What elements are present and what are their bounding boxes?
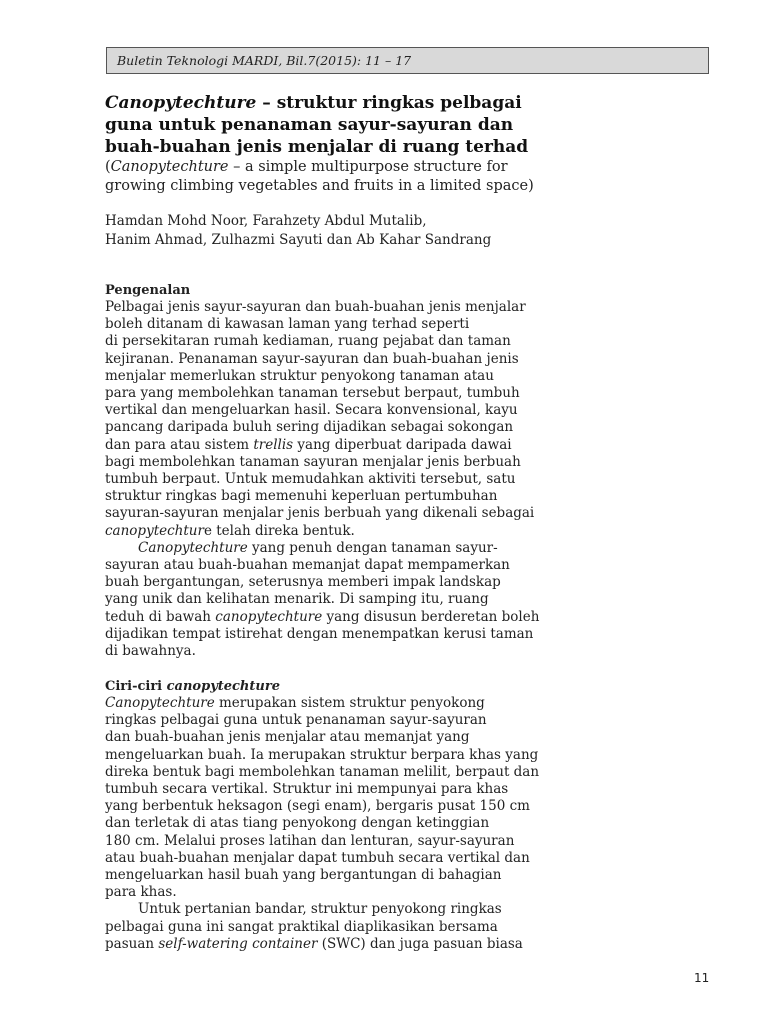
features-paragraph-2 <box>105 901 575 953</box>
subtitle-line-1-text: – a simple multipurpose structure for <box>228 159 508 175</box>
title-line-1 <box>105 92 575 114</box>
text-line <box>105 609 575 626</box>
text-span: merupakan sistem struktur penyokong <box>214 695 485 711</box>
author-list <box>105 212 605 250</box>
article-title <box>105 92 575 158</box>
features-paragraph-1 <box>105 695 575 901</box>
intro-paragraph-2 <box>105 540 575 660</box>
text-line: mengeluarkan hasil buah yang bergantungan di bahagian <box>105 867 502 884</box>
title-line-2: guna untuk penanaman sayur-sayuran dan <box>105 115 514 135</box>
text-line <box>105 437 575 454</box>
text-span: yang penuh dengan tanaman sayur- <box>247 539 498 556</box>
text-line: buah bergantungan, seterusnya memberi impak landskap <box>105 574 501 591</box>
text-span: pasuan <box>105 935 159 952</box>
text-line: para yang membolehkan tanaman tersebut berpaut, tumbuh <box>105 385 520 402</box>
subtitle-paren: ( <box>105 159 111 175</box>
text-span: e telah direka bentuk. <box>203 522 355 539</box>
text-line: bagi membolehkan tanaman sayuran menjalar jenis berbuah <box>105 453 521 470</box>
heading-italic: canopytechture <box>166 679 280 694</box>
italic-term: canopytechtur <box>105 522 204 539</box>
subtitle-line-2: growing climbing vegetables and fruits in a limited space) <box>105 178 534 194</box>
authors-line-1: Hamdan Mohd Noor, Farahzety Abdul Mutalib, <box>105 213 427 229</box>
page-number: 11 <box>694 971 710 985</box>
text-line: struktur ringkas bagi memenuhi keperluan pertumbuhan <box>105 488 498 505</box>
text-span: (SWC) dan juga pasuan biasa <box>317 935 523 952</box>
title-line-1-text: – struktur ringkas pelbagai <box>256 93 522 113</box>
text-line: para khas. <box>105 884 177 901</box>
section-introduction <box>105 282 575 660</box>
text-line: Untuk pertanian bandar, struktur penyokong ringkas <box>138 901 502 918</box>
text-line: dijadikan tempat istirehat dengan menempatkan kerusi taman <box>105 625 534 642</box>
text-line: tumbuh berpaut. Untuk memudahkan aktiviti tersebut, satu <box>105 471 516 488</box>
text-line: Pelbagai jenis sayur-sayuran dan buah-buahan jenis menjalar <box>105 299 526 315</box>
text-line: mengeluarkan buah. Ia merupakan struktur berpara khas yang <box>105 746 539 763</box>
text-line: sayuran-sayuran menjalar jenis berbuah yang dikenali sebagai <box>105 505 535 522</box>
authors-line-2: Hanim Ahmad, Zulhazmi Sayuti dan Ab Kahar Sandrang <box>105 232 492 248</box>
text-line: kejiranan. Penanaman sayur-sayuran dan buah-buahan jenis <box>105 350 519 367</box>
intro-paragraph-1 <box>105 299 575 540</box>
title-line-3: buah-buahan jenis menjalar di ruang terhad <box>105 137 529 157</box>
text-line: ringkas pelbagai guna untuk penanaman sayur-sayuran <box>105 712 487 729</box>
text-line: tumbuh secara vertikal. Struktur ini mempunyai para khas <box>105 781 509 798</box>
text-line: yang berbentuk heksagon (segi enam), bergaris pusat 150 cm <box>105 798 530 815</box>
italic-term: self-watering container <box>158 935 318 952</box>
text-line: di bawahnya. <box>105 643 196 660</box>
subtitle-italic: Canopytechture <box>110 159 229 175</box>
text-line: dan terletak di atas tiang penyokong dengan ketinggian <box>105 815 490 832</box>
heading-text: Ciri-ciri <box>105 679 167 694</box>
text-line: boleh ditanam di kawasan laman yang terhad seperti <box>105 316 470 333</box>
text-span: yang diperbuat daripada dawai <box>293 436 512 453</box>
journal-header <box>106 47 709 74</box>
italic-term: canopytechture <box>215 608 323 625</box>
section-features <box>105 678 575 953</box>
text-line: yang unik dan kelihatan menarik. Di samping itu, ruang <box>105 591 489 608</box>
text-line: 180 cm. Melalui proses latihan dan lenturan, sayur-sayuran <box>105 832 515 849</box>
text-line: direka bentuk bagi membolehkan tanaman melilit, berpaut dan <box>105 763 540 780</box>
text-line: di persekitaran rumah kediaman, ruang pejabat dan taman <box>105 333 511 350</box>
text-line: sayuran atau buah-buahan memanjat dapat mempamerkan <box>105 557 510 574</box>
text-line: pelbagai guna ini sangat praktikal diaplikasikan bersama <box>105 918 498 935</box>
italic-term: Canopytechture <box>105 695 215 711</box>
text-span: teduh di bawah <box>105 608 216 625</box>
text-line <box>105 540 575 557</box>
italic-term: Canopytechture <box>138 539 248 556</box>
text-line: dan buah-buahan jenis menjalar atau memanjat yang <box>105 729 470 746</box>
text-line: menjalar memerlukan struktur penyokong tanaman atau <box>105 367 494 384</box>
italic-term: trellis <box>253 436 294 453</box>
text-line: pancang daripada buluh sering dijadikan sebagai sokongan <box>105 419 514 436</box>
subtitle-line-1 <box>105 158 605 177</box>
text-line <box>105 523 575 540</box>
title-italic: Canopytechture <box>105 93 257 113</box>
text-line <box>105 695 575 712</box>
text-span: yang disusun berderetan boleh <box>322 608 540 625</box>
text-span: dan para atau sistem <box>105 436 254 453</box>
section-heading-features <box>105 678 575 695</box>
section-heading-introduction: Pengenalan <box>105 283 191 298</box>
article-subtitle <box>105 158 605 196</box>
text-line <box>105 936 575 953</box>
text-line: vertikal dan mengeluarkan hasil. Secara konvensional, kayu <box>105 402 518 419</box>
text-line: atau buah-buahan menjalar dapat tumbuh secara vertikal dan <box>105 849 530 866</box>
journal-citation: Buletin Teknologi MARDI, Bil.7(2015): 11 – 17 <box>117 53 412 68</box>
